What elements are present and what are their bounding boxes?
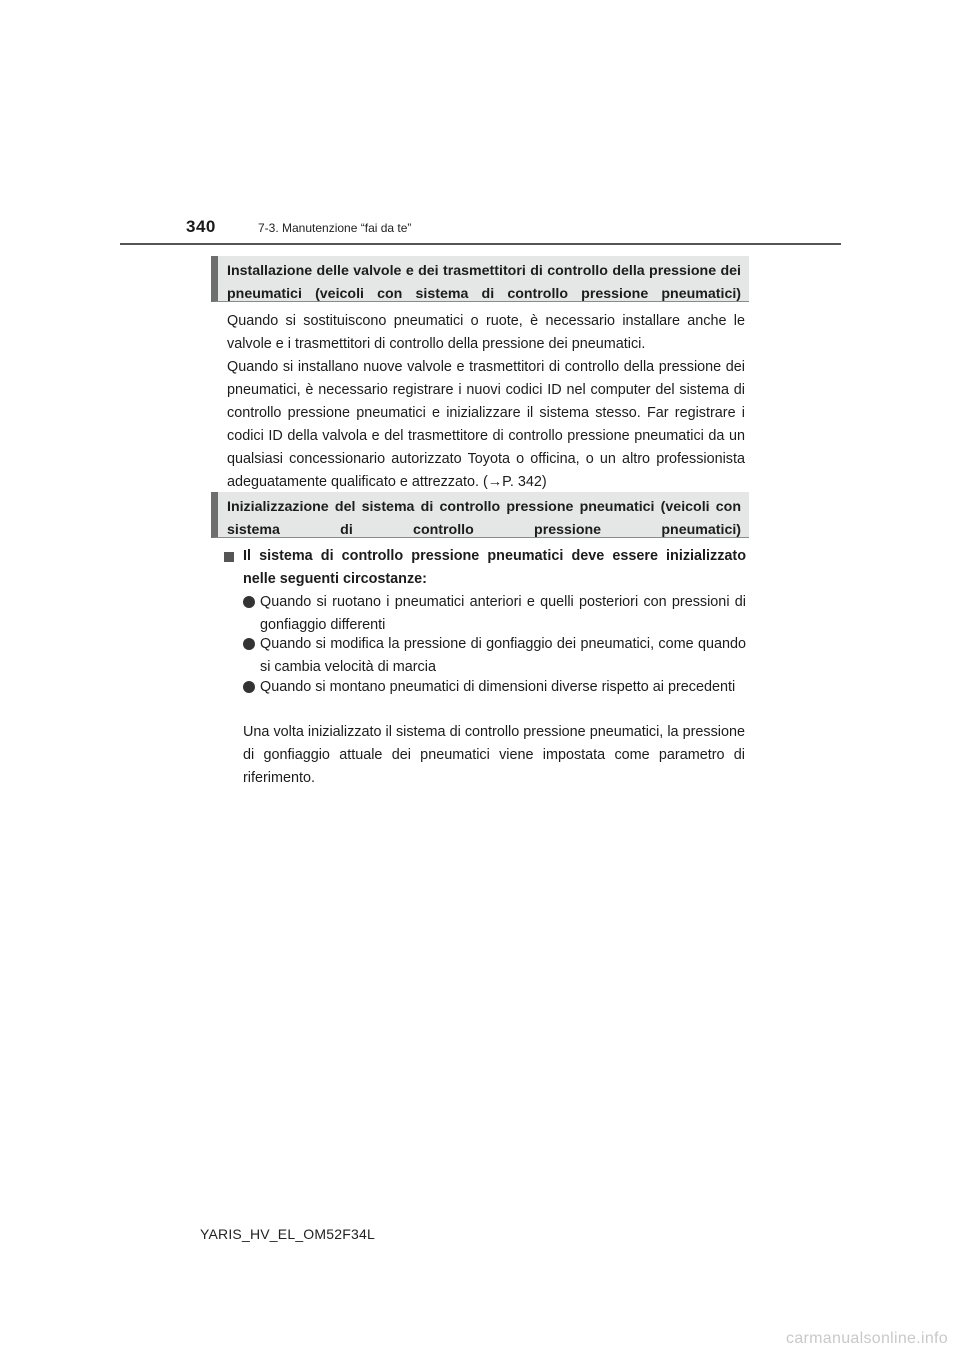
circle-bullet-icon [243,638,255,650]
list-item [243,676,746,699]
paragraph-parametro-riferimento: Una volta inizializzato il sistema di controllo pressione pneumatici, la pressione di gonfiaggio attuale dei pneumatici viene impostata come parametro di riferimento. [243,724,745,786]
header-divider [120,243,841,245]
sub-heading-text: Il sistema di controllo pressione pneumatici deve essere inizializzato nelle seguenti circostanze: [243,548,746,587]
page-number: 340 [186,217,216,236]
paragraph-sostituzione: Quando si sostituiscono pneumatici o ruote, è necessario installare anche le valvole e i trasmettitori di controllo della pressione dei pneumatici. [227,313,745,352]
circle-bullet-icon [243,596,255,608]
site-watermark: carmanualsonline.info [786,1330,948,1347]
section-title-inizializzazione: Inizializzazione del sistema di controllo pressione pneumatici (veicoli con sistema di controllo pressione pneumatici) [211,492,749,538]
circle-bullet-icon [243,681,255,693]
section-title-installazione: Installazione delle valvole e dei trasmettitori di controllo della pressione dei pneumatici (veicoli con sistema di controllo pressione pneumatici) [211,256,749,302]
list-item-text: Quando si ruotano i pneumatici anteriori e quelli posteriori con pressioni di gonfiaggio differenti [260,594,746,633]
list-item-text: Quando si montano pneumatici di dimensioni diverse rispetto ai precedenti [260,679,736,695]
list-item [243,591,746,637]
chapter-header: 7-3. Manutenzione “fai da te” [258,221,412,235]
sub-heading-circostanze [224,545,746,591]
square-bullet-icon [224,552,234,562]
list-item [243,633,746,679]
list-item-text: Quando si modifica la pressione di gonfiaggio dei pneumatici, come quando si cambia velocità di marcia [260,636,746,675]
manual-code-footer: YARIS_HV_EL_OM52F34L [200,1226,375,1242]
paragraph-registrazione-id: Quando si installano nuove valvole e trasmettitori di controllo della pressione dei pneumatici, è necessario registrare i nuovi codici ID nel computer del sistema di controllo pressione pneumatici e inizializzare il sistema stesso. Far registrare i codici ID della valvola e del trasmettitore di controllo pressione pneumatici da un qualsiasi concessionario autorizzato Toyota o officina, o un altro professionista adeguatamente qualificato e attrezzato. (→P. 342) [227,359,745,490]
